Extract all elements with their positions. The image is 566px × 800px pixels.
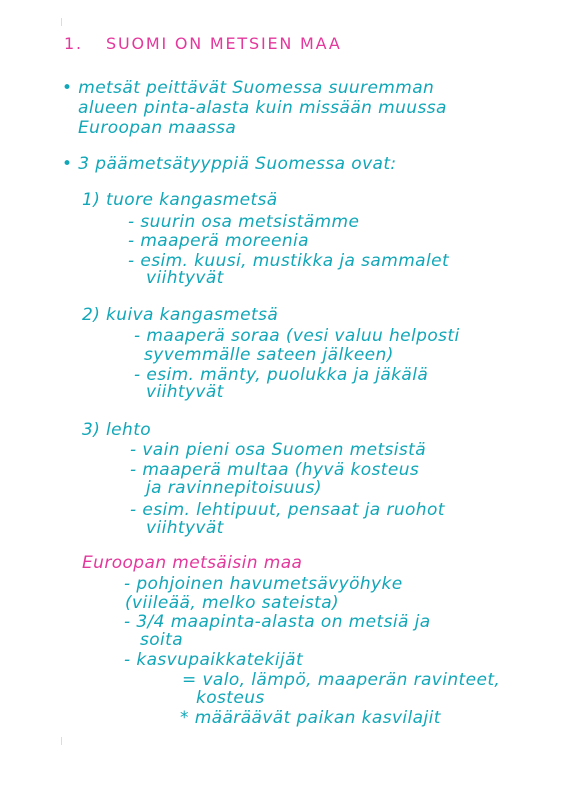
forest-type-3-line-3: ja ravinnepitoisuus) <box>146 478 322 498</box>
page-mark-bottom <box>61 737 62 745</box>
forest-type-2-line-1: - maaperä soraa (vesi valuu helposti <box>134 326 460 346</box>
bullet-one-line-1: • metsät peittävät Suomessa suuremman <box>62 78 435 98</box>
forest-type-3-line-1: - vain pieni osa Suomen metsistä <box>130 440 427 460</box>
bullet-one-line-3: Euroopan maassa <box>78 118 237 138</box>
forest-type-1-title: 1) tuore kangasmetsä <box>82 190 278 210</box>
page-title: SUOMI ON METSIEN MAA <box>106 34 342 53</box>
forest-type-2-line-4: viihtyvät <box>146 382 224 402</box>
forest-type-1-line-4: viihtyvät <box>146 268 224 288</box>
forest-type-2-line-3: - esim. mänty, puolukka ja jäkälä <box>134 365 429 385</box>
forest-type-3-line-2: - maaperä multaa (hyvä kosteus <box>130 460 420 480</box>
forest-type-1-line-2: - maaperä moreenia <box>128 231 309 251</box>
forest-type-3-line-4: - esim. lehtipuut, pensaat ja ruohot <box>130 500 445 520</box>
forest-type-3-title: 3) lehto <box>82 420 152 440</box>
europe-line-3: - 3/4 maapinta-alasta on metsiä ja <box>124 612 431 632</box>
europe-line-5: - kasvupaikkatekijät <box>124 650 304 670</box>
europe-line-6: = valo, lämpö, maaperän ravinteet, <box>182 670 501 690</box>
europe-line-8: * määräävät paikan kasvilajit <box>180 708 441 728</box>
forest-type-1-line-3: - esim. kuusi, mustikka ja sammalet <box>128 251 450 271</box>
europe-line-7: kosteus <box>196 688 265 708</box>
bullet-two-line: • 3 päämetsätyyppiä Suomessa ovat: <box>62 154 397 174</box>
europe-heading: Euroopan metsäisin maa <box>82 553 303 573</box>
page-mark-top <box>61 18 62 26</box>
bullet-one-line-2: alueen pinta-alasta kuin missään muussa <box>78 98 447 118</box>
forest-type-2-title: 2) kuiva kangasmetsä <box>82 305 279 325</box>
europe-line-4: soita <box>140 630 184 650</box>
forest-type-3-line-5: viihtyvät <box>146 518 224 538</box>
europe-line-2: (viileää, melko sateista) <box>125 593 340 613</box>
forest-type-1-line-1: - suurin osa metsistämme <box>128 212 360 232</box>
europe-line-1: - pohjoinen havumetsävyöhyke <box>124 574 403 594</box>
heading-number: 1. <box>64 34 83 53</box>
forest-type-2-line-2: syvemmälle sateen jälkeen) <box>144 345 394 365</box>
